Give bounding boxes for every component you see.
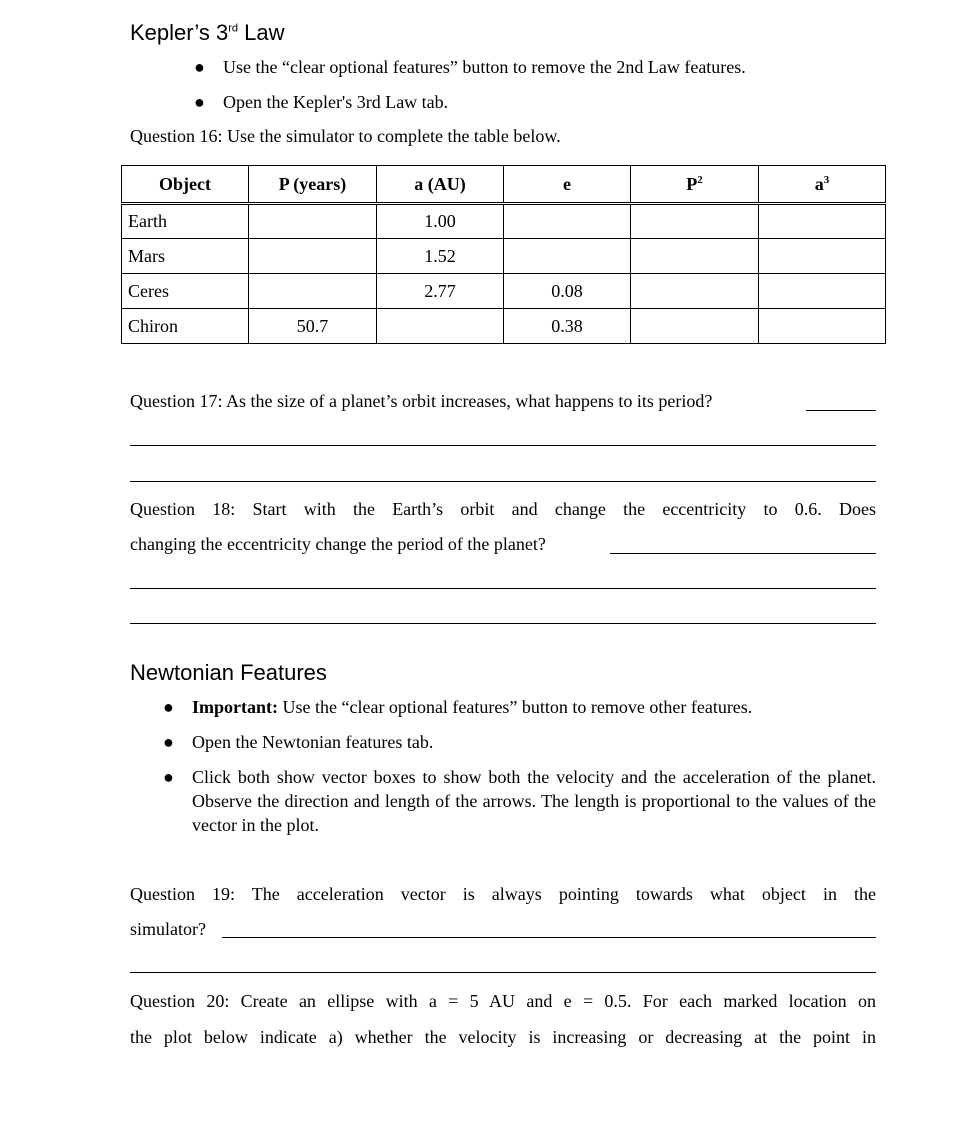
bullet-icon: ● bbox=[163, 767, 174, 787]
bullet-icon: ● bbox=[163, 697, 174, 717]
answer-line-q19-1[interactable] bbox=[130, 972, 876, 973]
header-object: Object bbox=[122, 166, 249, 204]
header-p-squared bbox=[631, 166, 759, 204]
question-19-line-1: Question 19: The acceleration vector is always pointing towards what object in the bbox=[130, 884, 876, 904]
answer-line-q18-inline[interactable] bbox=[610, 553, 876, 554]
answer-line-q18-1[interactable] bbox=[130, 588, 876, 589]
table-row bbox=[122, 309, 886, 344]
cell-a-cubed[interactable] bbox=[759, 309, 886, 344]
cell-semimajor: 2.77 bbox=[377, 274, 504, 309]
newtonian-bullet-1-text: Use the “clear optional features” button to remove other features. bbox=[278, 697, 753, 717]
cell-eccentricity[interactable] bbox=[504, 204, 631, 239]
cell-period: 50.7 bbox=[249, 309, 377, 344]
kepler-table bbox=[121, 165, 886, 344]
question-17: Question 17: As the size of a planet’s orbit increases, what happens to its period? bbox=[130, 391, 713, 411]
cell-object: Earth bbox=[122, 204, 249, 239]
bullet-icon: ● bbox=[194, 92, 205, 112]
header-a-cubed bbox=[759, 166, 886, 204]
answer-line-q17-inline[interactable] bbox=[806, 410, 876, 411]
header-period: P (years) bbox=[249, 166, 377, 204]
kepler-bullet-2: Open the Kepler's 3rd Law tab. bbox=[223, 92, 449, 112]
cell-object: Ceres bbox=[122, 274, 249, 309]
cell-p-squared[interactable] bbox=[631, 204, 759, 239]
newtonian-bullet-3: Click both show vector boxes to show both the velocity and the acceleration of the planet. Observe the direction and length of the arrows. The length is proportional to the values of the vector in the plot. bbox=[192, 767, 876, 835]
answer-line-q18-2[interactable] bbox=[130, 623, 876, 624]
table-header-row bbox=[122, 166, 886, 204]
kepler-bullet-1: Use the “clear optional features” button to remove the 2nd Law features. bbox=[223, 57, 746, 77]
answer-line-q17-1[interactable] bbox=[130, 445, 876, 446]
question-16: Question 16: Use the simulator to complete the table below. bbox=[130, 126, 561, 146]
cell-a-cubed[interactable] bbox=[759, 274, 886, 309]
cell-eccentricity[interactable] bbox=[504, 239, 631, 274]
header-a-cubed-sup: 3 bbox=[823, 173, 830, 186]
cell-p-squared[interactable] bbox=[631, 239, 759, 274]
cell-object: Mars bbox=[122, 239, 249, 274]
cell-p-squared[interactable] bbox=[631, 274, 759, 309]
cell-period[interactable] bbox=[249, 274, 377, 309]
newtonian-bullet-2: Open the Newtonian features tab. bbox=[192, 732, 434, 752]
kepler-heading bbox=[130, 20, 285, 46]
cell-period[interactable] bbox=[249, 204, 377, 239]
kepler-heading-text: Kepler’s 3 bbox=[130, 20, 229, 45]
question-20-line-2: the plot below indicate a) whether the velocity is increasing or decreasing at the point in bbox=[130, 1027, 876, 1047]
cell-eccentricity: 0.38 bbox=[504, 309, 631, 344]
cell-eccentricity: 0.08 bbox=[504, 274, 631, 309]
cell-semimajor: 1.00 bbox=[377, 204, 504, 239]
question-18-line-1: Question 18: Start with the Earth’s orbit and change the eccentricity to 0.6. Does bbox=[130, 499, 876, 519]
question-19-line-2: simulator? bbox=[130, 919, 206, 939]
cell-p-squared[interactable] bbox=[631, 309, 759, 344]
cell-a-cubed[interactable] bbox=[759, 239, 886, 274]
question-18-line-2: changing the eccentricity change the period of the planet? bbox=[130, 534, 546, 554]
question-20-line-1: Question 20: Create an ellipse with a = 5 AU and e = 0.5. For each marked location on bbox=[130, 991, 876, 1011]
cell-a-cubed[interactable] bbox=[759, 204, 886, 239]
cell-semimajor[interactable] bbox=[377, 309, 504, 344]
newtonian-bullet-1 bbox=[192, 696, 752, 718]
bullet-icon: ● bbox=[194, 57, 205, 77]
kepler-heading-sup: rd bbox=[228, 22, 239, 35]
cell-object: Chiron bbox=[122, 309, 249, 344]
table-row bbox=[122, 239, 886, 274]
table-row bbox=[122, 274, 886, 309]
kepler-heading-tail: Law bbox=[238, 20, 285, 45]
answer-line-q17-2[interactable] bbox=[130, 481, 876, 482]
table-row bbox=[122, 204, 886, 239]
header-a-cubed-base: a bbox=[814, 173, 824, 194]
answer-line-q19-inline[interactable] bbox=[222, 937, 876, 938]
newtonian-heading: Newtonian Features bbox=[130, 660, 327, 685]
bullet-icon: ● bbox=[163, 732, 174, 752]
header-eccentricity: e bbox=[504, 166, 631, 204]
header-p-squared-base: P bbox=[686, 173, 698, 194]
cell-semimajor: 1.52 bbox=[377, 239, 504, 274]
important-label: Important: bbox=[192, 697, 278, 717]
cell-period[interactable] bbox=[249, 239, 377, 274]
header-semimajor: a (AU) bbox=[377, 166, 504, 204]
header-p-squared-sup: 2 bbox=[697, 173, 703, 186]
